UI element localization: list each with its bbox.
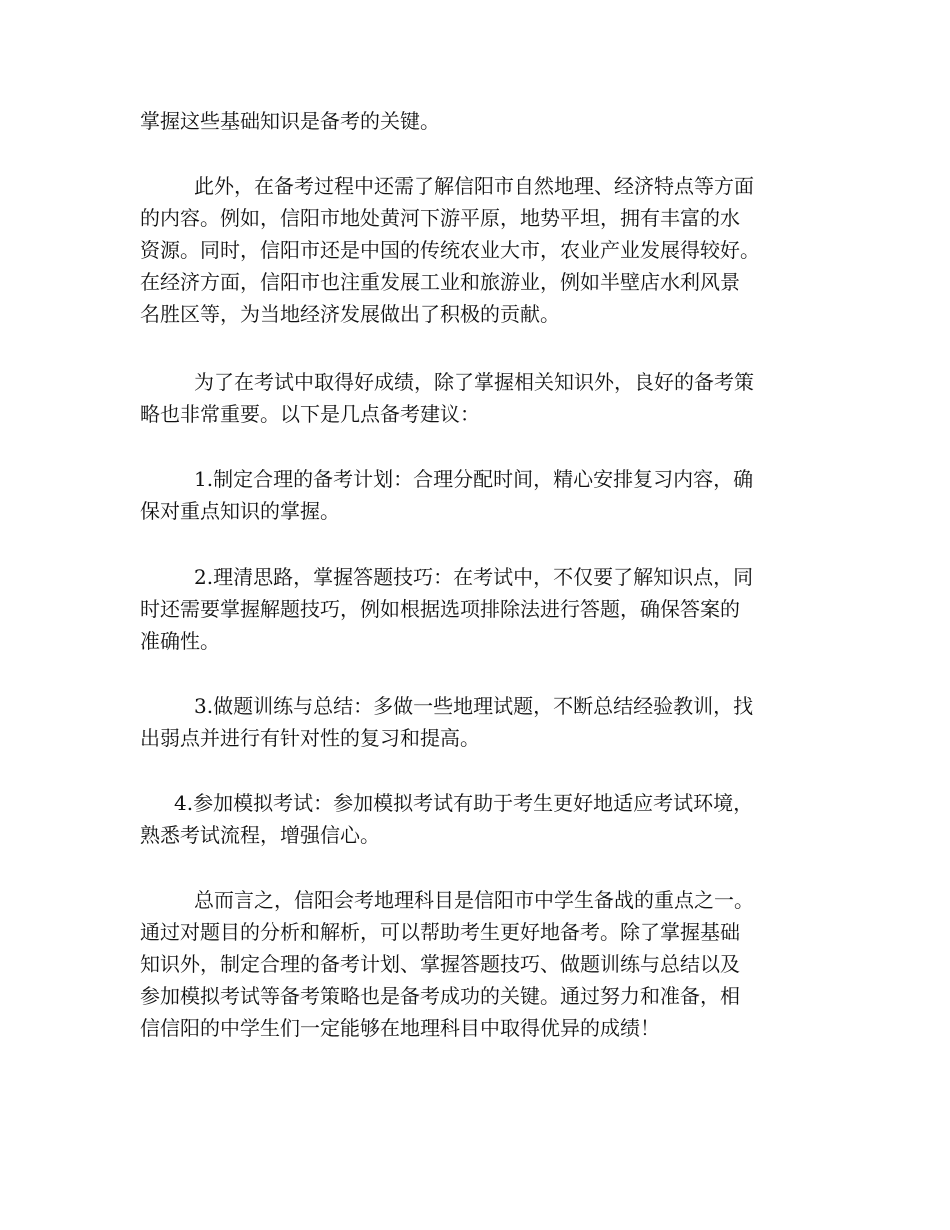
text-line: 出弱点并进行有针对性的复习和提高。 <box>140 726 480 750</box>
text-line: 4.参加模拟考试：参加模拟考试有助于考生更好地适应考试环境， <box>174 791 754 815</box>
text-line: 略也非常重要。以下是几点备考建议： <box>140 402 480 426</box>
paragraph-intro-closing <box>140 105 820 137</box>
text-line: 此外，在备考过程中还需了解信阳市自然地理、经济特点等方面 <box>194 174 754 198</box>
text-line: 掌握这些基础知识是备考的关键。 <box>140 109 440 133</box>
text-line: 3.做题训练与总结：多做一些地理试题，不断总结经验教训，找 <box>194 694 754 718</box>
text-line: 总而言之，信阳会考地理科目是信阳市中学生备战的重点之一。 <box>194 888 754 912</box>
text-line: 时还需要掌握解题技巧，例如根据选项排除法进行答题，确保答案的 <box>140 597 740 621</box>
text-line: 保对重点知识的掌握。 <box>140 499 340 523</box>
text-line: 名胜区等，为当地经济发展做出了积极的贡献。 <box>140 302 560 326</box>
text-line: 1.制定合理的备考计划：合理分配时间，精心安排复习内容，确 <box>194 467 754 491</box>
list-item-1 <box>140 463 820 527</box>
list-item-4 <box>140 787 820 851</box>
paragraph-conclusion <box>140 884 820 1044</box>
list-item-3 <box>140 690 820 754</box>
text-line: 熟悉考试流程，增强信心。 <box>140 823 380 847</box>
text-line: 知识外，制定合理的备考计划、掌握答题技巧、做题训练与总结以及 <box>140 952 740 976</box>
text-line: 资源。同时，信阳市还是中国的传统农业大市，农业产业发展得较好。 <box>140 238 760 262</box>
list-item-2 <box>140 561 820 657</box>
text-line: 在经济方面，信阳市也注重发展工业和旅游业，例如半壁店水利风景 <box>140 270 740 294</box>
text-line: 为了在考试中取得好成绩，除了掌握相关知识外，良好的备考策 <box>194 370 754 394</box>
paragraph-strategy-intro <box>140 366 820 430</box>
text-line: 准确性。 <box>140 629 220 653</box>
text-line: 参加模拟考试等备考策略也是备考成功的关键。通过努力和准备，相 <box>140 984 740 1008</box>
paragraph-geography-economy <box>140 170 820 330</box>
text-line: 2.理清思路，掌握答题技巧：在考试中，不仅要了解知识点，同 <box>194 565 754 589</box>
text-line: 的内容。例如，信阳市地处黄河下游平原，地势平坦，拥有丰富的水 <box>140 206 740 230</box>
text-line: 通过对题目的分析和解析，可以帮助考生更好地备考。除了掌握基础 <box>140 920 740 944</box>
text-line: 信信阳的中学生们一定能够在地理科目中取得优异的成绩！ <box>140 1016 660 1040</box>
